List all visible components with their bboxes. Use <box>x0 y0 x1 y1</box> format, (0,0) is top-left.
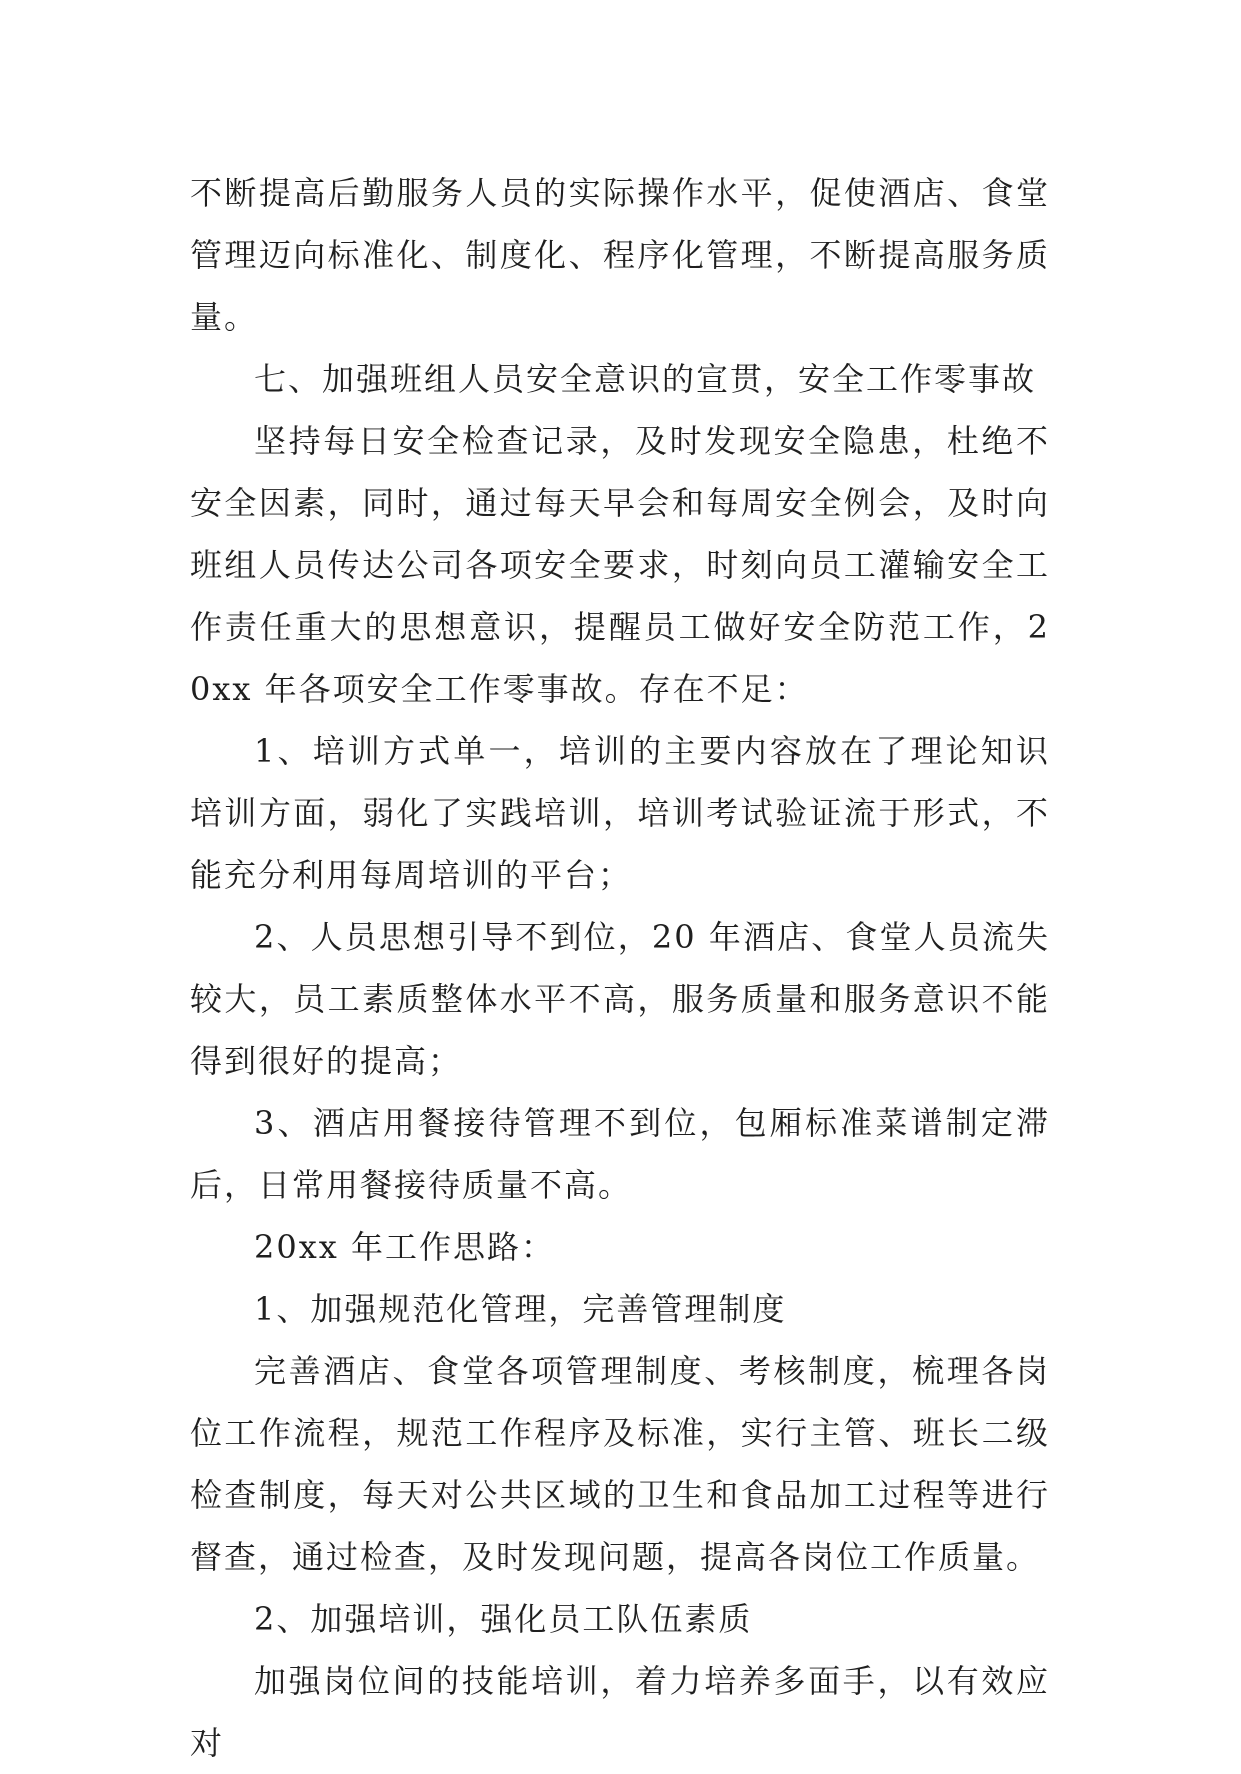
paragraph: 坚持每日安全检查记录，及时发现安全隐患，杜绝不安全因素，同时，通过每天早会和每周安全例会，及时向班组人员传达公司各项安全要求，时刻向员工灌输安全工作责任重大的思想意识，提醒员工做好安全防范工作，20xx 年各项安全工作零事故。存在不足： <box>190 422 1050 708</box>
list-item: 2、人员思想引导不到位，20 年酒店、食堂人员流失较大，员工素质整体水平不高，服务质量和服务意识不能得到很好的提高； <box>190 918 1050 1080</box>
list-item: 3、酒店用餐接待管理不到位，包厢标准菜谱制定滞后，日常用餐接待质量不高。 <box>190 1104 1050 1204</box>
paragraph: 不断提高后勤服务人员的实际操作水平，促使酒店、食堂管理迈向标准化、制度化、程序化管理，不断提高服务质量。 <box>190 174 1050 336</box>
section-heading-work-plan: 20xx 年工作思路： <box>254 1228 555 1266</box>
document-body <box>190 162 1050 1774</box>
list-item: 1、培训方式单一，培训的主要内容放在了理论知识培训方面，弱化了实践培训，培训考试验证流于形式，不能充分利用每周培训的平台； <box>190 732 1050 894</box>
paragraph: 加强岗位间的技能培训，着力培养多面手，以有效应对 <box>190 1662 1050 1762</box>
subheading: 1、加强规范化管理，完善管理制度 <box>254 1290 787 1328</box>
subheading: 2、加强培训，强化员工队伍素质 <box>254 1600 753 1638</box>
section-heading-seven: 七、加强班组人员安全意识的宣贯，安全工作零事故 <box>254 360 1037 398</box>
paragraph: 完善酒店、食堂各项管理制度、考核制度，梳理各岗位工作流程，规范工作程序及标准，实行主管、班长二级检查制度，每天对公共区域的卫生和食品加工过程等进行督查，通过检查，及时发现问题，提高各岗位工作质量。 <box>190 1352 1050 1576</box>
